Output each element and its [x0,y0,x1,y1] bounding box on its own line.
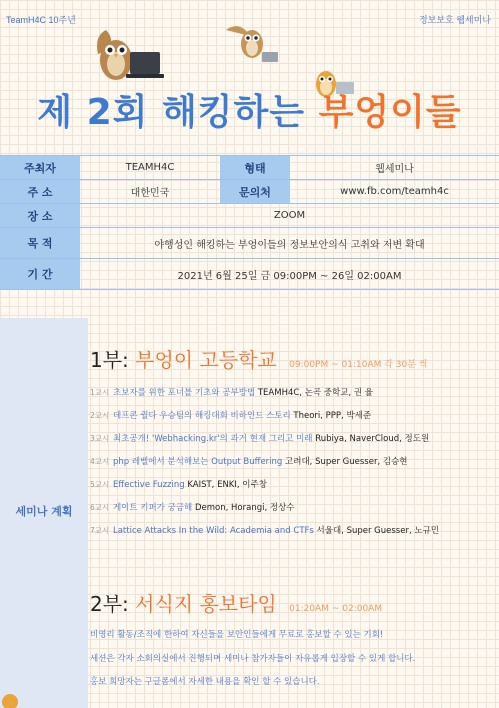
place-label: 장 소 [0,204,80,228]
session-item [90,386,373,398]
session-number: 2교시 [90,411,110,420]
part2-heading [90,588,382,617]
contact-label: 문의처 [220,180,290,204]
session-title: Effective Fuzzing [112,480,185,490]
session-item [90,524,439,536]
session-speaker: Rubiya, NaverCloud, 정도원 [315,434,430,444]
session-number: 7교시 [90,526,110,535]
part2-time: 01:20AM ~ 02:00AM [289,604,383,614]
part2-note: 홍보 희망자는 구글폼에서 자세한 내용을 확인 할 수 있습니다. [90,677,320,687]
session-item [90,432,429,444]
session-speaker: TEAMH4C, 논곡 중학교, 권 율 [257,388,373,398]
session-title: Lattice Attacks In the Wild: Academia and CTFs [112,526,314,536]
owl-corner-illustration [0,688,20,708]
host-value: TEAMH4C [80,156,220,180]
part2-note: 세션은 각자 소회의실에서 진행되며 세미나 참가자들이 자유롭게 입장할 수 있게 합니다. [90,654,416,664]
part2-number: 2부: [90,592,129,616]
part2-note: 비영리 활동/조직에 한하여 자신들을 보안인들에게 무료로 홍보할 수 있는 기회! [90,630,384,640]
host-label: 주최자 [0,156,80,180]
info-row-period [0,259,499,290]
part1-heading [90,344,428,373]
header-right: 정보보호 웹세미나 [418,15,491,25]
session-number: 4교시 [90,457,110,466]
purpose-value: 야행성인 해킹하는 부엉이들의 정보보안의식 고취와 저변 확대 [80,228,499,259]
session-title: 게이트 키퍼가 궁금해 [112,503,193,513]
period-value: 2021년 6월 25일 금 09:00PM ~ 26일 02:00AM [80,259,499,290]
address-label: 주 소 [0,180,80,204]
session-speaker: 고려대, Super Guesser, 김승현 [285,457,408,467]
seminar-plan-label: 세미나 계획 [15,505,73,518]
part1-time: 09:00PM ~ 01:10AM 각 30분 씩 [289,360,428,370]
session-title: 최초공개! 'Webhacking.kr'의 과거 현재 그리고 미래 [112,434,313,444]
title-part1: 제 2회 해킹하는 [37,92,319,133]
session-speaker: KAIST, ENKI, 이주창 [187,480,267,490]
info-row-purpose [0,228,499,259]
owl-flying-illustration [222,18,282,68]
owl-laptop-illustration [92,24,172,86]
type-label: 형태 [220,156,290,180]
session-number: 1교시 [90,388,110,397]
session-speaker: 서울대, Super Guesser, 노규민 [316,526,439,536]
info-table [0,155,499,290]
page-title [0,84,499,135]
session-number: 6교시 [90,503,110,512]
session-item [90,409,371,421]
session-item [90,478,267,490]
part1-number: 1부: [90,348,129,372]
part1-title: 부엉이 고등학교 [135,348,277,372]
info-row-host [0,156,499,180]
address-value: 대한민국 [80,180,220,204]
place-value: ZOOM [80,204,499,228]
contact-value: www.fb.com/teamh4c [290,180,499,204]
period-label: 기 간 [0,259,80,290]
session-title: php 레벨에서 분석해보는 Output Buffering [112,457,283,467]
session-title: 데프콘 퀄다 우승팀의 해킹대회 비하인드 스토리 [112,411,291,421]
header-left: TeamH4C 10주년 [6,15,76,25]
session-item [90,501,295,513]
title-part2: 부엉이들 [318,92,462,133]
session-number: 5교시 [90,480,110,489]
info-row-place [0,204,499,228]
info-row-address [0,180,499,204]
seminar-plan-panel [0,318,88,708]
part2-title: 서식지 홍보타임 [135,592,277,616]
session-speaker: Theori, PPP, 박세준 [293,411,372,421]
type-value: 웹세미나 [290,156,499,180]
session-item [90,455,408,467]
purpose-label: 목 적 [0,228,80,259]
session-number: 3교시 [90,434,110,443]
session-title: 초보자를 위한 포너블 기초와 공부방법 [112,388,256,398]
session-speaker: Demon, Horangi, 정상수 [194,503,295,513]
